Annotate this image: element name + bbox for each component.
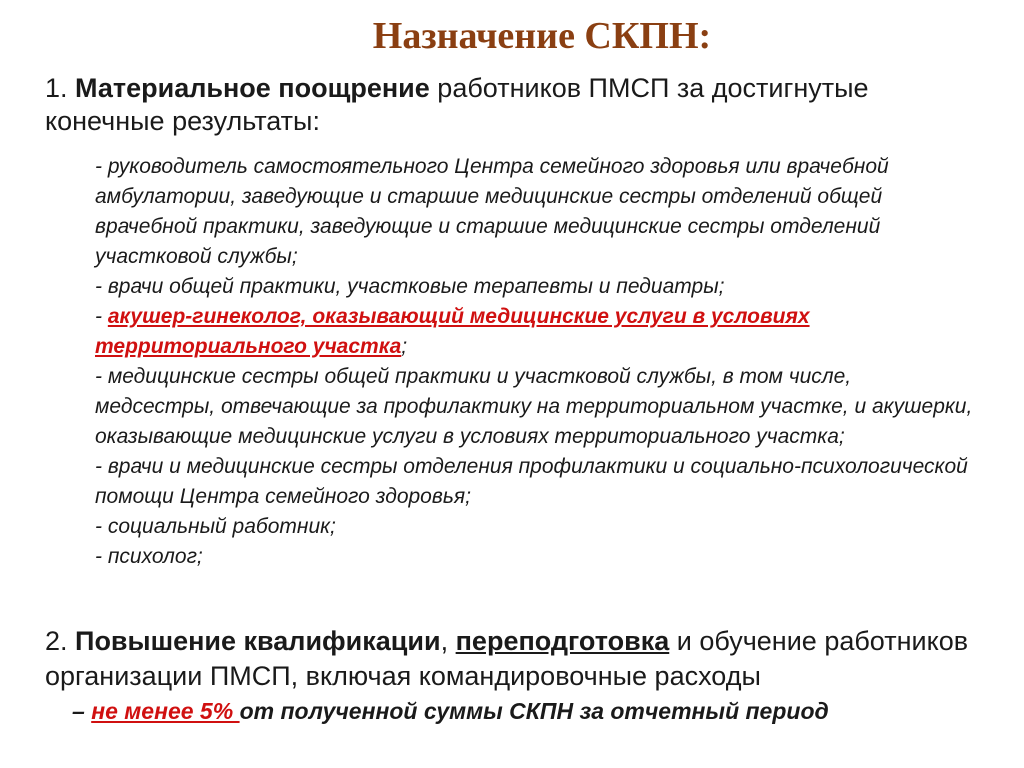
point-2-bold-1: Повышение квалификации [75, 626, 441, 656]
point-3 [72, 695, 972, 727]
point-2-bold-2: переподготовка [455, 626, 670, 656]
point-2-text: и обучение работников организации ПМСП, включая командировочные расходы [45, 626, 969, 691]
highlight-obgyn: акушер-гинеколог, оказывающий медицинские услуги в условиях территориального участка [95, 305, 810, 358]
highlight-percent: не менее 5% [91, 698, 240, 724]
list-item: - психолог; [95, 545, 203, 568]
list-item: - медицинские сестры общей практики и участковой службы, в том числе, медсестры, отвечающие за профилактику на территориальном участке, и акушерки, оказывающие медицинские услуги в условиях территориального участка; [95, 365, 973, 448]
list-item: - социальный работник; [95, 515, 336, 538]
list-item-suffix: ; [401, 335, 408, 358]
point-1-text: работников ПМСП за достигнутые конечные результаты: [45, 73, 869, 136]
list-item-prefix: - [95, 305, 108, 328]
point-2-number: 2. [45, 626, 76, 656]
point-2 [45, 624, 995, 694]
list-item [95, 302, 975, 362]
point-1-bold: Материальное поощрение [75, 73, 430, 103]
recipients-list [95, 152, 975, 572]
point-1-number: 1. [45, 73, 76, 103]
list-item: - врачи общей практики, участковые терапевты и педиатры; [95, 275, 725, 298]
point-3-text: от полученной суммы СКПН за отчетный период [239, 698, 829, 724]
point-3-dash: – [72, 698, 92, 724]
point-1 [45, 72, 985, 138]
list-item: - руководитель самостоятельного Центра семейного здоровья или врачебной амбулатории, заведующие и старшие медицинские сестры отделений общей врачебной практики, заведующие и старшие медицинские сестры отделений участковой службы; [95, 155, 889, 268]
list-item: - врачи и медицинские сестры отделения профилактики и социально-психологической помощи Центра семейного здоровья; [95, 455, 968, 508]
page-title: Назначение СКПН: [372, 15, 712, 57]
point-2-comma: , [440, 626, 456, 656]
